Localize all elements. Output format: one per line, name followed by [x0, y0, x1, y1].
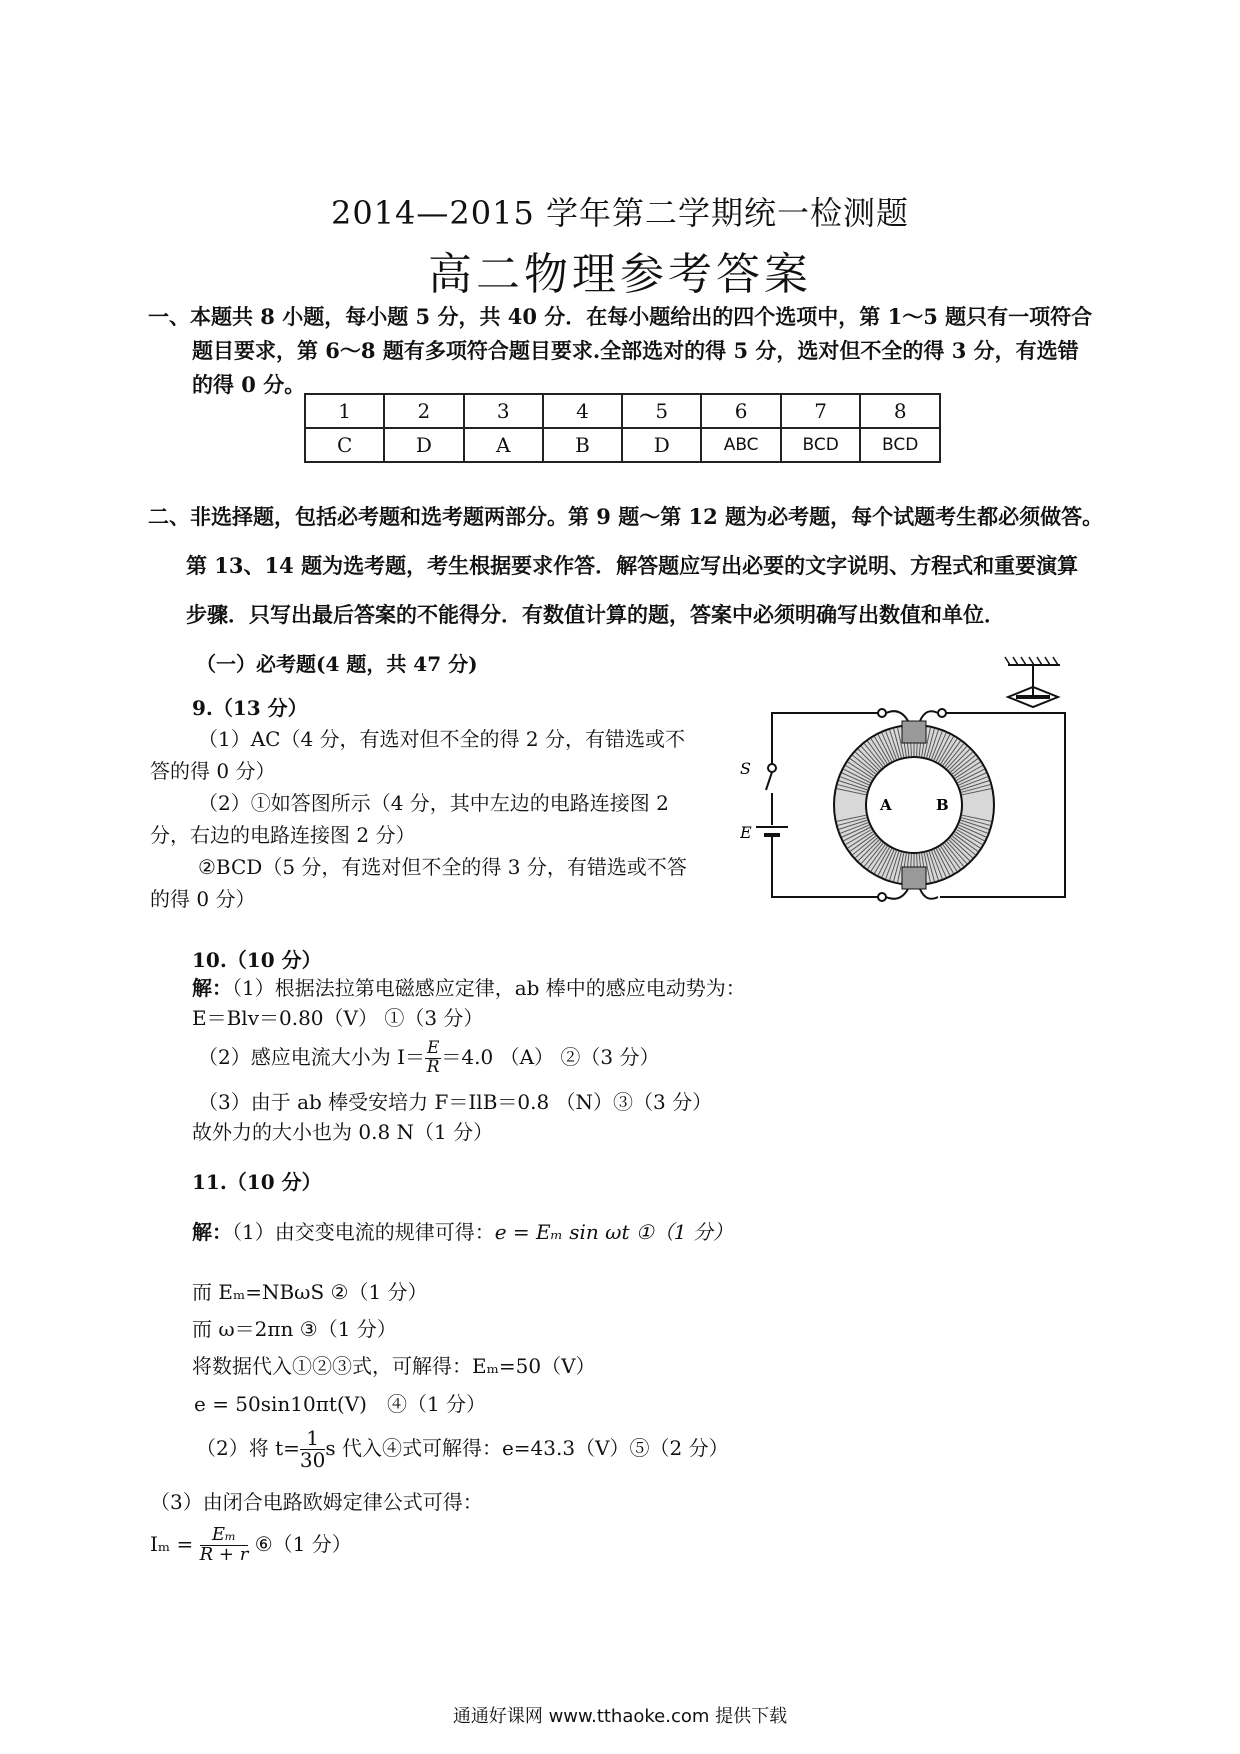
q11-equation1: e = Eₘ sin ωt ①（1 分）	[494, 1220, 733, 1244]
table-cell: 4	[543, 394, 622, 428]
q10-line3-end: ＝4.0 （A） ②（3 分）	[441, 1044, 660, 1069]
q11-line6-start: （2）将 t=	[196, 1436, 300, 1460]
section1-line1: 一、本题共 8 小题，每小题 5 分，共 40 分．在每小题给出的四个选项中，第 1～5 题只有一项符合	[148, 304, 1093, 329]
answer-table	[304, 393, 941, 463]
table-cell: 7	[781, 394, 861, 428]
q10-line2: E＝Blv＝0.80（V） ①（3 分）	[192, 1006, 484, 1030]
section2-line2: 第 13、14 题为选考题，考生根据要求作答．解答题应写出必要的文字说明、方程式和重要演算	[186, 553, 1079, 578]
answer-table-answer-row	[305, 428, 940, 462]
table-cell: 3	[464, 394, 543, 428]
table-cell: 1	[305, 394, 384, 428]
q10-line4: （3）由于 ab 棒受安培力 F＝IlB＝0.8 （N）③（3 分）	[198, 1090, 713, 1114]
section1-line3: 的得 0 分。	[192, 372, 306, 397]
q9-line5: ②BCD（5 分，有选对但不全的得 3 分，有错选或不答	[198, 855, 687, 879]
q11-line7: （3）由闭合电路欧姆定律公式可得：	[150, 1490, 483, 1514]
switch-label: S	[740, 759, 751, 778]
table-cell: BCD	[781, 428, 861, 462]
battery-label: E	[740, 823, 752, 842]
table-cell: 5	[622, 394, 701, 428]
q11-line8-end: ⑥（1 分）	[254, 1531, 352, 1556]
table-cell: ABC	[701, 428, 781, 462]
q11-time-fraction: $\frac{1}{30}$	[299, 1426, 326, 1472]
q10-line3-start: （2）感应电流大小为 I＝	[198, 1044, 425, 1069]
table-cell: D	[384, 428, 463, 462]
q11-line4: 将数据代入①②③式，可解得：Eₘ=50（V）	[192, 1354, 596, 1378]
q11-heading: 11.（10 分）	[192, 1170, 322, 1194]
q10-solution-label: 解：	[192, 976, 232, 1000]
coil-b-label: B	[936, 796, 949, 814]
table-cell: A	[464, 428, 543, 462]
section2-line3: 步骤．只写出最后答案的不能得分．有数值计算的题，答案中必须明确写出数值和单位．	[186, 602, 1005, 627]
answer-table-number-row	[305, 394, 940, 428]
q11-line6-end: s 代入④式可解得：e=43.3（V）⑤（2 分）	[325, 1436, 729, 1460]
q11-line2: 而 Eₘ=NBωS ②（1 分）	[192, 1280, 428, 1304]
table-cell: B	[543, 428, 622, 462]
q11-line5: e = 50sin10πt(V) ④（1 分）	[194, 1392, 487, 1416]
q10-fraction: $\frac{E}{R}$	[426, 1038, 440, 1077]
exam-title: 2014—2015 学年第二学期统一检测题	[330, 194, 910, 232]
q9-line3: （2）①如答图所示（4 分，其中左边的电路连接图 2	[198, 791, 669, 815]
section2-line1: 二、非选择题，包括必考题和选考题两部分。第 9 题～第 12 题为必考题，每个试题考生都必须做答。	[148, 504, 1104, 529]
q11-line3: 而 ω＝2πn ③（1 分）	[192, 1317, 397, 1341]
q9-heading: 9.（13 分）	[192, 696, 308, 720]
q11-line1: （1）由交变电流的规律可得：	[232, 1220, 495, 1244]
footer-text: 通通好课网 www.tthaoke.com 提供下载	[452, 1706, 788, 1727]
table-cell: 2	[384, 394, 463, 428]
q9-line4: 分，右边的电路连接图 2 分）	[150, 823, 416, 847]
table-cell: BCD	[860, 428, 940, 462]
q11-current-fraction: $\frac{\text{Eₘ}}{R + r}$	[199, 1524, 249, 1565]
circuit-diagram	[740, 655, 1080, 920]
page-title: 高二物理参考答案	[428, 249, 812, 300]
q10-line1: （1）根据法拉第电磁感应定律，ab 棒中的感应电动势为：	[232, 976, 746, 1000]
coil-a-label: A	[880, 796, 892, 814]
q10-line5: 故外力的大小也为 0.8 N（1 分）	[192, 1120, 494, 1144]
q11-line8-start: Iₘ =	[150, 1531, 194, 1556]
q10-heading: 10.（10 分）	[192, 948, 322, 972]
q9-line2: 答的得 0 分）	[150, 759, 276, 783]
table-cell: D	[622, 428, 701, 462]
table-cell: C	[305, 428, 384, 462]
table-cell: 6	[701, 394, 781, 428]
q9-line1: （1）AC（4 分，有选对但不全的得 2 分，有错选或不	[198, 727, 685, 751]
q9-line6: 的得 0 分）	[150, 887, 256, 911]
section2-subheading: （一）必考题(4 题，共 47 分)	[196, 652, 478, 676]
table-cell: 8	[860, 394, 940, 428]
q11-solution-label: 解：	[192, 1220, 232, 1244]
section1-line2: 题目要求，第 6～8 题有多项符合题目要求.全部选对的得 5 分，选对但不全的得 3 分，有选错	[192, 338, 1079, 363]
